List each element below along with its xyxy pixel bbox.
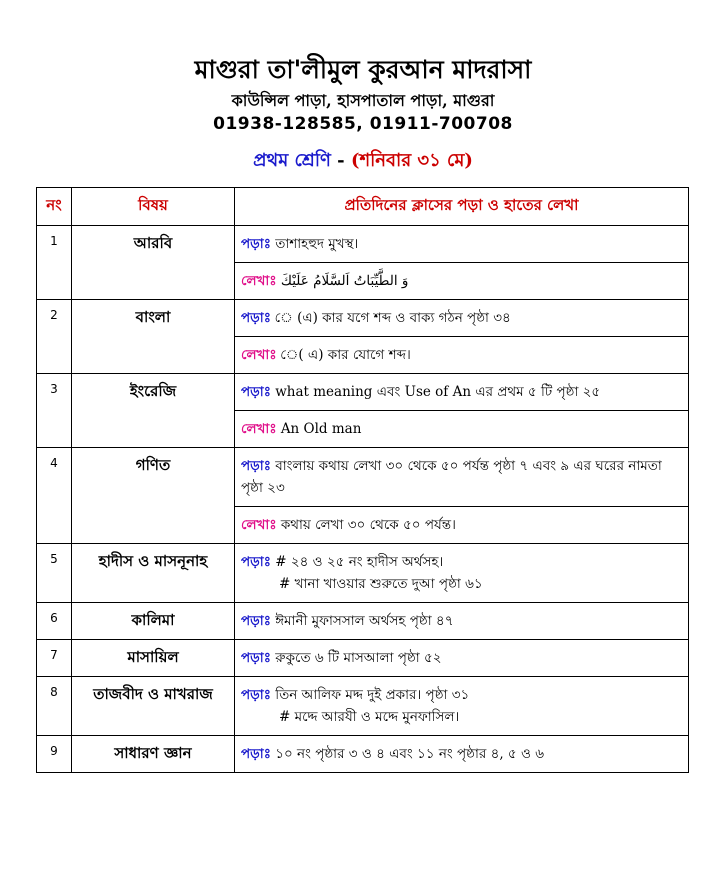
table-row bbox=[37, 448, 689, 507]
heading-separator: - bbox=[337, 150, 345, 171]
subject-name: হাদীস ও মাসনূনাহ bbox=[72, 544, 235, 603]
subject-name: মাসায়িল bbox=[72, 640, 235, 677]
write-cell bbox=[235, 507, 689, 544]
table-header-row bbox=[37, 188, 689, 226]
read-cell bbox=[235, 544, 689, 603]
write-cell bbox=[235, 411, 689, 448]
read-label: পড়াঃ bbox=[241, 554, 271, 570]
table-row bbox=[37, 640, 689, 677]
write-text: وَ الطَّيِّبَاتُ اَلسَّلَامُ عَلَيْكَ bbox=[280, 273, 409, 289]
row-number: 7 bbox=[37, 640, 72, 677]
table-row bbox=[37, 677, 689, 736]
read-cell bbox=[235, 736, 689, 773]
read-cell bbox=[235, 226, 689, 263]
write-cell bbox=[235, 263, 689, 300]
write-text: ে( এ) কার যোগে শব্দ। bbox=[298, 347, 411, 363]
row-number: 9 bbox=[37, 736, 72, 773]
read-label: পড়াঃ bbox=[241, 687, 271, 703]
row-number: 4 bbox=[37, 448, 72, 544]
row-number: 1 bbox=[37, 226, 72, 300]
subject-name: গণিত bbox=[72, 448, 235, 544]
read-cell bbox=[235, 640, 689, 677]
table-row bbox=[37, 603, 689, 640]
read-text: তিন আলিফ মদ্দ দুই প্রকার। পৃষ্ঠা ৩১ bbox=[275, 687, 470, 703]
subject-name: আরবি bbox=[72, 226, 235, 300]
write-text: কথায় লেখা ৩০ থেকে ৫০ পর্যন্ত। bbox=[280, 517, 456, 533]
read-text: বাংলায় কথায় লেখা ৩০ থেকে ৫০ পর্যন্ত পৃষ্ঠা ৭ এবং ৯ এর ঘরের নামতা পৃষ্ঠা ২৩ bbox=[241, 458, 662, 496]
write-label: লেখাঃ bbox=[241, 421, 277, 437]
read-text: ১০ নং পৃষ্ঠার ৩ ও ৪ এবং ১১ নং পৃষ্ঠার ৪, ৫ ও ৬ bbox=[275, 746, 544, 762]
col-header-subject: বিষয় bbox=[72, 188, 235, 226]
subject-name: সাধারণ জ্ঞান bbox=[72, 736, 235, 773]
read-text: ে (এ) কার যগে শব্দ ও বাক্য গঠন পৃষ্ঠা ৩৪ bbox=[292, 310, 511, 326]
table-row bbox=[37, 374, 689, 411]
read-cell bbox=[235, 603, 689, 640]
row-number: 8 bbox=[37, 677, 72, 736]
read-text: রুকুতে ৬ টি মাসআলা পৃষ্ঠা ৫২ bbox=[275, 650, 442, 666]
read-label: পড়াঃ bbox=[241, 458, 271, 474]
row-number: 5 bbox=[37, 544, 72, 603]
read-text-line2: # মদ্দে আরযী ও মদ্দে মুনফাসিল। bbox=[279, 709, 460, 725]
subject-name: কালিমা bbox=[72, 603, 235, 640]
read-label: পড়াঃ bbox=[241, 384, 271, 400]
read-label: পড়াঃ bbox=[241, 236, 271, 252]
class-heading bbox=[0, 146, 726, 177]
read-cell bbox=[235, 300, 689, 337]
phone-numbers: 01938-128585, 01911-700708 bbox=[213, 114, 513, 134]
read-text: what meaning এবং Use of An এর প্রথম ৫ টি পৃষ্ঠা ২৫ bbox=[275, 384, 601, 400]
col-header-lesson: প্রতিদিনের ক্লাসের পড়া ও হাতের লেখা bbox=[235, 188, 689, 226]
write-label: লেখাঃ bbox=[241, 347, 277, 363]
read-label: পড়াঃ bbox=[241, 613, 271, 629]
row-number: 3 bbox=[37, 374, 72, 448]
col-header-no: নং bbox=[37, 188, 72, 226]
table-row bbox=[37, 736, 689, 773]
read-label: পড়াঃ bbox=[241, 746, 271, 762]
row-number: 6 bbox=[37, 603, 72, 640]
read-text: ঈমানী মুফাসসাল অর্থসহ পৃষ্ঠা ৪৭ bbox=[275, 613, 454, 629]
table-row bbox=[37, 226, 689, 263]
school-title: মাগুরা তা'লীমুল কুরআন মাদরাসা bbox=[194, 55, 532, 84]
table-row bbox=[37, 300, 689, 337]
read-text-line2: # খানা খাওয়ার শুরুতে দুআ পৃষ্ঠা ৬১ bbox=[279, 576, 483, 592]
day-date: (শনিবার ৩১ মে) bbox=[350, 150, 473, 171]
lesson-table bbox=[36, 187, 689, 773]
write-label: লেখাঃ bbox=[241, 273, 277, 289]
read-cell bbox=[235, 448, 689, 507]
read-cell bbox=[235, 677, 689, 736]
row-number: 2 bbox=[37, 300, 72, 374]
subject-name: বাংলা bbox=[72, 300, 235, 374]
write-cell bbox=[235, 337, 689, 374]
read-label: পড়াঃ bbox=[241, 650, 271, 666]
school-address: কাউন্সিল পাড়া, হাসপাতাল পাড়া, মাগুরা bbox=[231, 91, 495, 110]
read-cell bbox=[235, 374, 689, 411]
table-row bbox=[37, 544, 689, 603]
read-text: তাশাহহুদ মুখস্থ। bbox=[275, 236, 359, 252]
subject-name: ইংরেজি bbox=[72, 374, 235, 448]
write-label: লেখাঃ bbox=[241, 517, 277, 533]
read-label: পড়াঃ bbox=[241, 310, 271, 326]
subject-name: তাজবীদ ও মাখরাজ bbox=[72, 677, 235, 736]
class-name: প্রথম শ্রেণি bbox=[253, 150, 331, 171]
read-text: # ২৪ ও ২৫ নং হাদীস অর্থসহ। bbox=[275, 554, 444, 570]
write-text: An Old man bbox=[280, 421, 362, 437]
